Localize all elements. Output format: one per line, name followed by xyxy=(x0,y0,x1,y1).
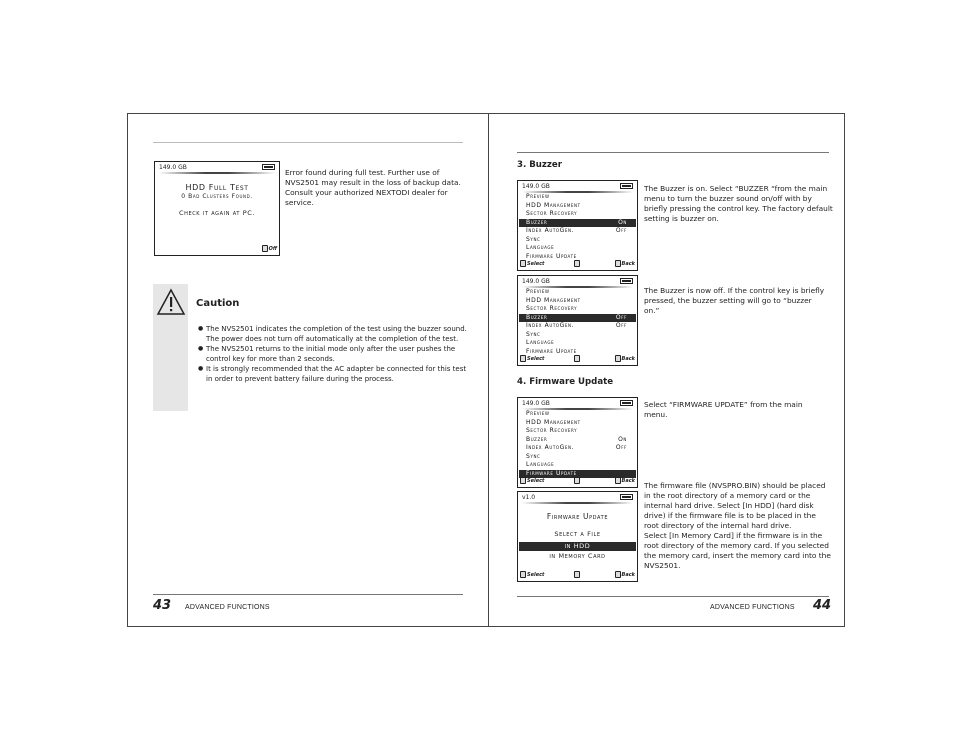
menu-item-hdd-management: HDD Management xyxy=(526,296,581,304)
index-value: Off xyxy=(615,227,627,234)
hdd-full-test-screen xyxy=(154,161,280,256)
scroll-key-icon xyxy=(574,355,580,362)
menu-item-sector-recovery: Sector Recovery xyxy=(526,210,578,217)
battery-icon xyxy=(620,278,633,284)
left-top-rule xyxy=(153,142,463,143)
menu-item-language: Language xyxy=(526,244,555,251)
menu-item-sync: Sync xyxy=(526,452,541,460)
caution-item: ● The NVS2501 returns to the initial mode only after the user pushes the control key for more than 2 seconds. xyxy=(198,344,473,364)
warning-triangle-icon xyxy=(156,288,186,316)
index-value: Off xyxy=(615,444,627,451)
caution-item: ● The NVS2501 indicates the completion of the test using the buzzer sound. The power does not turn off automatically at the completion of the test. xyxy=(198,324,473,344)
menu-item-hdd-management: HDD Management xyxy=(526,201,581,209)
buzzer-value: Off xyxy=(615,313,627,321)
back-key: Back xyxy=(615,571,635,578)
firmware-heading: 4. Firmware Update xyxy=(517,377,614,387)
scroll-key xyxy=(574,477,580,484)
menu-screen-buzzer-off xyxy=(517,275,638,366)
menu-item-preview: Preview xyxy=(526,193,550,200)
firmware-update-screen xyxy=(517,491,638,582)
menu-item-buzzer: Buzzer On xyxy=(526,435,627,443)
main-menu xyxy=(519,193,636,261)
buzzer-heading: 3. Buzzer xyxy=(517,160,562,170)
menu-item-index-autogen: Index AutoGen. Off xyxy=(526,322,627,329)
right-bottom-rule xyxy=(517,596,829,597)
menu-item-sector-recovery: Sector Recovery xyxy=(526,305,578,312)
version-label: v1.0 xyxy=(522,494,536,501)
battery-icon xyxy=(620,183,633,189)
manual-spread xyxy=(127,113,845,627)
key-icon xyxy=(520,260,526,267)
off-key: Off xyxy=(262,245,277,252)
index-value: Off xyxy=(615,322,627,329)
scroll-key xyxy=(574,571,580,578)
key-icon xyxy=(615,477,621,484)
footer-left: ADVANCED FUNCTIONS xyxy=(185,604,270,611)
menu-item-firmware-update: Firmware Update xyxy=(526,347,577,355)
hdd-test-title: HDD Full Test xyxy=(185,183,249,192)
right-top-rule xyxy=(517,152,829,153)
battery-icon xyxy=(620,494,633,500)
screen-rule xyxy=(522,502,633,504)
main-menu xyxy=(519,410,636,478)
back-key: Back xyxy=(615,260,635,267)
key-icon xyxy=(520,355,526,362)
scroll-key xyxy=(574,355,580,362)
scroll-key-icon xyxy=(574,260,580,267)
option-in-memory-card: in Memory Card xyxy=(549,552,606,560)
capacity-label: 149.0 GB xyxy=(522,278,550,285)
left-bottom-rule xyxy=(153,594,463,595)
buzzer-value: On xyxy=(618,435,627,443)
footer-right: ADVANCED FUNCTIONS xyxy=(710,604,795,611)
menu-item-firmware-update: Firmware Update xyxy=(519,470,636,479)
select-key: Select xyxy=(520,571,544,578)
menu-item-buzzer: Buzzer On xyxy=(519,219,636,228)
menu-item-index-autogen: Index AutoGen. Off xyxy=(526,227,627,234)
capacity-label: 149.0 GB xyxy=(522,400,550,407)
buzzer-off-text: The Buzzer is now off. If the control key is briefly pressed, the buzzer setting will go to “buzzer on.” xyxy=(644,286,825,315)
firmware-update-title: Firmware Update xyxy=(546,512,609,521)
menu-item-sync: Sync xyxy=(526,235,541,243)
buzzer-value: On xyxy=(618,218,627,226)
back-key: Back xyxy=(615,477,635,484)
key-icon xyxy=(615,355,621,362)
menu-item-hdd-management: HDD Management xyxy=(526,418,581,426)
screen-rule xyxy=(159,172,275,174)
select-key: Select xyxy=(520,355,544,362)
battery-icon xyxy=(620,400,633,406)
option-in-hdd: in HDD xyxy=(519,542,636,551)
bad-clusters-result: 0 Bad Clusters Found. xyxy=(181,193,253,200)
menu-item-firmware-update: Firmware Update xyxy=(526,252,577,260)
scroll-key-icon xyxy=(574,571,580,578)
main-menu xyxy=(519,288,636,356)
key-icon xyxy=(615,571,621,578)
select-file-label: Select a File xyxy=(554,530,601,538)
menu-item-language: Language xyxy=(526,461,555,468)
caution-list xyxy=(198,324,473,384)
page-divider xyxy=(488,114,489,626)
key-icon xyxy=(520,571,526,578)
capacity-label: 149.0 GB xyxy=(159,164,187,171)
error-found-text: Error found during full test. Further use of NVS2501 may result in the loss of backup data. Consult your authorized NEXTODI dealer for service. xyxy=(285,168,461,207)
menu-item-index-autogen: Index AutoGen. Off xyxy=(526,444,627,451)
scroll-key-icon xyxy=(574,477,580,484)
firmware-file-text: The firmware file (NVSPRO.BIN) should be placed in the root directory of a memory card or the internal hard drive. Select [In HDD] (hard disk drive) if the firmware file is to be placed in the root directory of the internal hard drive. Select [In Memory Card] if the firmware is in the root directory of the memory card. If you selected the memory card, insert the memory card into the NVS2501. xyxy=(644,481,831,570)
caution-title: Caution xyxy=(196,298,240,309)
back-key: Back xyxy=(615,355,635,362)
menu-item-sync: Sync xyxy=(526,330,541,338)
page-number-right: 44 xyxy=(813,598,832,613)
key-icon xyxy=(262,245,268,252)
battery-icon xyxy=(262,164,275,170)
check-instruction: Check it again at PC. xyxy=(178,209,256,217)
menu-screen-buzzer-on xyxy=(517,180,638,271)
select-key: Select xyxy=(520,260,544,267)
firmware-select-text: Select “FIRMWARE UPDATE” from the main menu. xyxy=(644,400,803,419)
menu-item-preview: Preview xyxy=(526,410,550,417)
buzzer-on-text: The Buzzer is on. Select “BUZZER “from the main menu to turn the buzzer sound on/off with by briefly pressing the control key. The factory default setting is buzzer on. xyxy=(644,184,833,223)
menu-item-buzzer: Buzzer Off xyxy=(519,314,636,323)
key-icon xyxy=(615,260,621,267)
menu-item-preview: Preview xyxy=(526,288,550,295)
menu-item-sector-recovery: Sector Recovery xyxy=(526,427,578,434)
key-icon xyxy=(520,477,526,484)
caution-item: ● It is strongly recommended that the AC adapter be connected for this test in order to prevent battery failure during the process. xyxy=(198,364,473,384)
scroll-key xyxy=(574,260,580,267)
menu-item-language: Language xyxy=(526,339,555,346)
capacity-label: 149.0 GB xyxy=(522,183,550,190)
page-number-left: 43 xyxy=(153,598,172,613)
caution-sidebar xyxy=(153,284,188,411)
menu-screen-firmware xyxy=(517,397,638,488)
select-key: Select xyxy=(520,477,544,484)
